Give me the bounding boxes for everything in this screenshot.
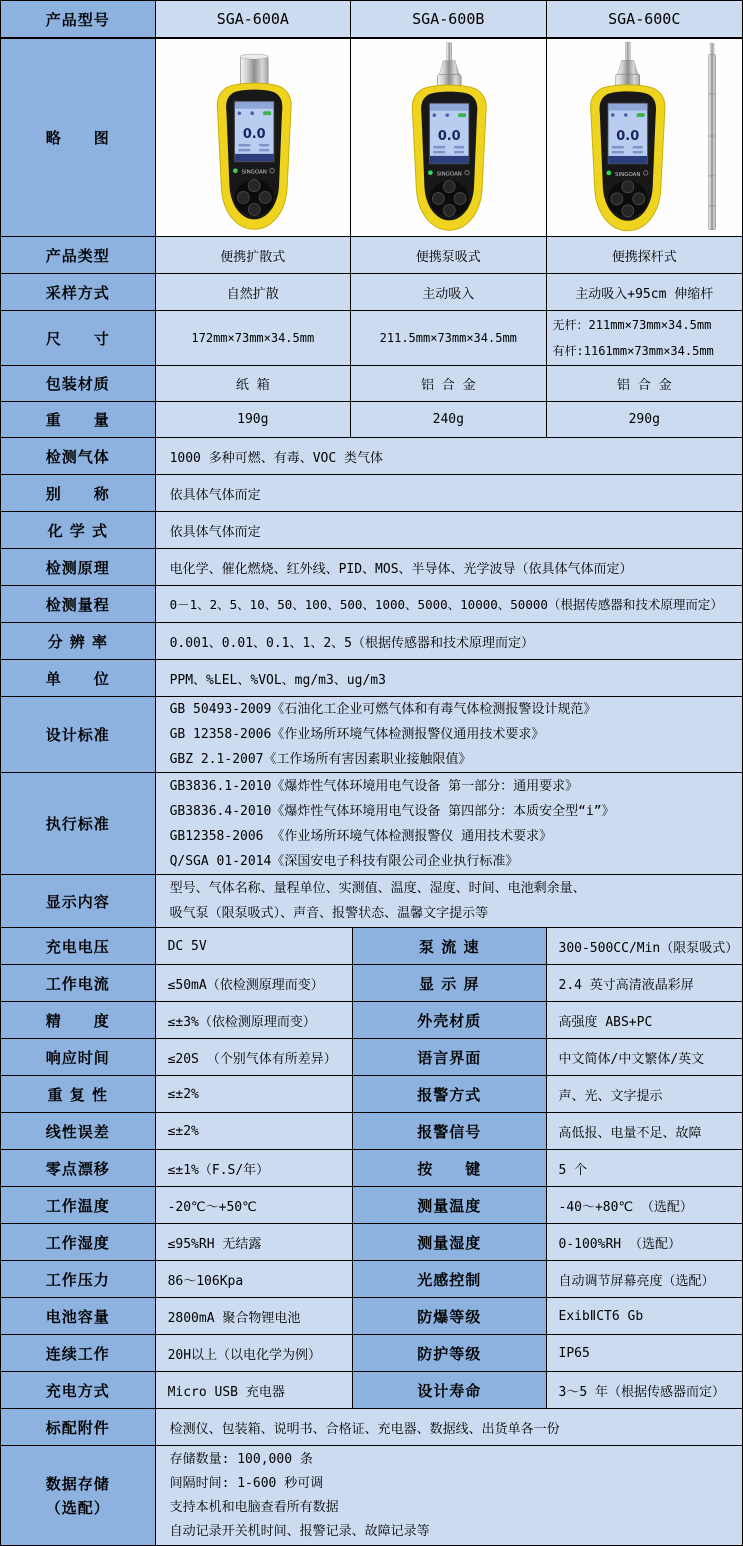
spec-label-1: 充电方式: [1, 1372, 156, 1408]
spec-label-1: 工作湿度: [1, 1224, 156, 1260]
spec-value-2: 高低报、电量不足、故障: [547, 1113, 742, 1149]
value-a: 纸 箱: [156, 366, 351, 401]
table-row-accessories: [1, 1409, 742, 1446]
table-row-gases: [1, 438, 742, 475]
spec-label-2: 显 示 屏: [353, 965, 546, 1001]
spec-value-2: IP65: [547, 1335, 742, 1371]
product-photo-cell-b: [351, 39, 546, 236]
table-row-weight: [1, 402, 742, 438]
product-photo-cell-c: [547, 39, 742, 236]
brand-text: SINGOAN: [614, 171, 641, 178]
value-a: 172mm×73mm×34.5mm: [156, 311, 351, 365]
dims-line: 有杆:1161mm×73mm×34.5mm: [552, 344, 714, 358]
sketch-row: [1, 39, 742, 237]
value-c: 主动吸入+95cm 伸缩杆: [547, 274, 742, 310]
content-line: 吸气泵（限泵吸式）、声音、报警状态、温馨文字提示等: [169, 906, 489, 921]
spec-label-1: 线性误差: [1, 1113, 156, 1149]
row-label: 执行标准: [1, 773, 156, 874]
product-photo-cell-a: [156, 39, 351, 236]
row-label: 产品类型: [1, 237, 156, 273]
spec-row-accuracy: [1, 1002, 742, 1039]
status-led-icon: [606, 170, 611, 175]
table-row-resolution: [1, 623, 742, 660]
standard-line: GB 50493-2009《石油化工企业可燃气体和有毒气体检测报警设计规范》: [169, 702, 597, 717]
spec-value-1: ≤±2%: [156, 1113, 353, 1149]
content-line: 型号、气体名称、量程单位、实测值、温度、湿度、时间、电池剩余量、: [169, 881, 586, 896]
spec-row-working-humidity: [1, 1224, 742, 1261]
row-value: 0.001、0.01、0.1、1、2、5（根据传感器和技术原理而定）: [156, 623, 742, 659]
value-b: 主动吸入: [351, 274, 546, 310]
row-value: [156, 1446, 742, 1545]
row-value: 电化学、催化燃烧、红外线、PID、MOS、半导体、光学波导（依具体气体而定）: [156, 549, 742, 585]
label-line: 数据存储: [45, 1474, 110, 1493]
table-row-principle: [1, 549, 742, 586]
sensor-cap-icon: [240, 54, 268, 86]
spec-label-2: 防护等级: [353, 1335, 546, 1371]
spec-label-1: 电池容量: [1, 1298, 156, 1334]
spec-row-continuous-work: [1, 1335, 742, 1372]
status-led-icon: [428, 170, 433, 175]
spec-value-2: 3～5 年（根据传感器而定）: [547, 1372, 742, 1408]
spec-value-1: ≤95%RH 无结露: [156, 1224, 353, 1260]
table-row-data-storage: [1, 1446, 742, 1545]
header-label: 产品型号: [1, 1, 156, 37]
spec-value-1: ≤20S （个别气体有所差异）: [156, 1039, 353, 1075]
screen-reading: 0.0: [242, 126, 266, 142]
row-label: 检测原理: [1, 549, 156, 585]
spec-label-2: 防爆等级: [353, 1298, 546, 1334]
spec-value-2: 声、光、文字提示: [547, 1076, 742, 1112]
table-row-product-type: [1, 237, 742, 274]
spec-label-2: 测量温度: [353, 1187, 546, 1223]
telescopic-rod-icon: [708, 43, 715, 229]
spec-label-2: 外壳材质: [353, 1002, 546, 1038]
spec-value-2: -40～+80℃ （选配）: [547, 1187, 742, 1223]
spec-row-response-time: [1, 1039, 742, 1076]
spec-label-2: 泵 流 速: [353, 928, 546, 964]
spec-label-2: 报警方式: [353, 1076, 546, 1112]
row-value: 0－1、2、5、10、50、100、500、1000、5000、10000、50000（根据传感器和技术原理而定）: [156, 586, 742, 622]
table-row-range: [1, 586, 742, 623]
spec-value-2: ExibⅡCT6 Gb: [547, 1298, 742, 1334]
row-label: 显示内容: [1, 875, 156, 927]
keypad: [234, 179, 274, 215]
standard-line: GB12358-2006 《作业场所环境气体检测报警仪 通用技术要求》: [169, 828, 553, 844]
keypad: [429, 180, 469, 216]
spec-label-1: 工作压力: [1, 1261, 156, 1297]
storage-line: 存储数量: 100,000 条: [169, 1451, 313, 1467]
row-label: 分 辨 率: [1, 623, 156, 659]
spec-label-2: 光感控制: [353, 1261, 546, 1297]
table-row-formula: [1, 512, 742, 549]
value-a: 190g: [156, 402, 351, 437]
spec-row-battery: [1, 1298, 742, 1335]
row-label: 检测气体: [1, 438, 156, 474]
row-label: 采样方式: [1, 274, 156, 310]
pump-probe-icon: [615, 42, 639, 88]
spec-value-2: 2.4 英寸高清液晶彩屏: [547, 965, 742, 1001]
header-row: [1, 1, 742, 39]
row-value: PPM、%LEL、%VOL、mg/m3、ug/m3: [156, 660, 742, 696]
device-screen: [234, 101, 274, 162]
spec-label-1: 零点漂移: [1, 1150, 156, 1186]
spec-label-2: 语言界面: [353, 1039, 546, 1075]
device-screen: [429, 103, 469, 164]
row-value: 检测仪、包装箱、说明书、合格证、充电器、数据线、出货单各一份: [156, 1409, 742, 1445]
row-label: 别 称: [1, 475, 156, 511]
row-label: 尺 寸: [1, 311, 156, 365]
spec-label-1: 精 度: [1, 1002, 156, 1038]
spec-value-2: 高强度 ABS+PC: [547, 1002, 742, 1038]
storage-line: 支持本机和电脑查看所有数据: [169, 1499, 339, 1515]
value-c: 便携探杆式: [547, 237, 742, 273]
spec-value-2: 0-100%RH （选配）: [547, 1224, 742, 1260]
keypad: [607, 180, 647, 216]
standard-line: Q/SGA 01-2014《深国安电子科技有限公司企业执行标准》: [169, 853, 519, 869]
standard-line: GB 12358-2006《作业场所环境气体检测报警仪通用技术要求》: [169, 727, 545, 742]
screen-reading: 0.0: [437, 128, 461, 144]
spec-label-1: 连续工作: [1, 1335, 156, 1371]
spec-row-working-current: [1, 965, 742, 1002]
spec-label-2: 按 键: [353, 1150, 546, 1186]
product-photo-sga600b: [351, 40, 545, 236]
row-label: 包装材质: [1, 366, 156, 401]
table-row-sampling: [1, 274, 742, 311]
spec-value-1: ≤±1%（F.S/年）: [156, 1150, 353, 1186]
value-a: 自然扩散: [156, 274, 351, 310]
spec-value-1: ≤50mA（依检测原理而变）: [156, 965, 353, 1001]
brand-text: SINGOAN: [241, 169, 267, 176]
spec-label-1: 重 复 性: [1, 1076, 156, 1112]
spec-label-1: 工作电流: [1, 965, 156, 1001]
table-row-display-content: [1, 875, 742, 928]
table-row-units: [1, 660, 742, 697]
value-b: 铝 合 金: [351, 366, 546, 401]
dims-line: 无杆：211mm×73mm×34.5mm: [552, 318, 712, 332]
brand-text: SINGOAN: [436, 171, 462, 178]
row-label: 标配附件: [1, 1409, 156, 1445]
row-value: [156, 773, 742, 874]
spec-value-2: 中文简体/中文繁体/英文: [547, 1039, 742, 1075]
storage-line: 自动记录开关机时间、报警记录、故障记录等: [169, 1523, 430, 1539]
model-name-a: SGA-600A: [156, 1, 351, 37]
spec-label-2: 报警信号: [353, 1113, 546, 1149]
storage-line: 间隔时间: 1-600 秒可调: [169, 1475, 324, 1491]
spec-label-2: 测量湿度: [353, 1224, 546, 1260]
spec-value-1: Micro USB 充电器: [156, 1372, 353, 1408]
row-value: 1000 多种可燃、有毒、VOC 类气体: [156, 438, 742, 474]
product-photo-sga600a: [156, 40, 350, 236]
table-row-alias: [1, 475, 742, 512]
spec-row-working-pressure: [1, 1261, 742, 1298]
table-row-packaging: [1, 366, 742, 402]
device-screen: [607, 103, 647, 164]
sketch-label: 略 图: [1, 39, 156, 236]
standard-line: GB3836.4-2010《爆炸性气体环境用电气设备 第四部分：本质安全型“i”》: [169, 803, 615, 819]
row-value: 依具体气体而定: [156, 475, 742, 511]
value-b: 211.5mm×73mm×34.5mm: [351, 311, 546, 365]
spec-label-1: 工作温度: [1, 1187, 156, 1223]
spec-value-2: 300-500CC/Min（限泵吸式）: [547, 928, 742, 964]
value-b: 240g: [351, 402, 546, 437]
value-b: 便携泵吸式: [351, 237, 546, 273]
row-label: 设计标准: [1, 697, 156, 772]
spec-value-1: DC 5V: [156, 928, 353, 964]
screen-reading: 0.0: [615, 128, 639, 144]
spec-row-zero-drift: [1, 1150, 742, 1187]
spec-value-2: 自动调节屏幕亮度（选配）: [547, 1261, 742, 1297]
pump-probe-icon: [437, 42, 461, 88]
row-label: 重 量: [1, 402, 156, 437]
spec-value-1: ≤±3%（依检测原理而变）: [156, 1002, 353, 1038]
spec-row-charge-voltage: [1, 928, 742, 965]
status-led-icon: [233, 168, 238, 173]
spec-label-2: 设计寿命: [353, 1372, 546, 1408]
spec-value-1: 2800mA 聚合物锂电池: [156, 1298, 353, 1334]
row-label: [1, 1446, 156, 1545]
table-row-exec-standards: [1, 773, 742, 875]
value-c: 290g: [547, 402, 742, 437]
model-name-c: SGA-600C: [547, 1, 742, 37]
row-label: 单 位: [1, 660, 156, 696]
product-photo-sga600c: [547, 40, 742, 236]
spec-value-1: -20℃～+50℃: [156, 1187, 353, 1223]
row-label: 化 学 式: [1, 512, 156, 548]
spec-label-1: 充电电压: [1, 928, 156, 964]
table-row-design-standards: [1, 697, 742, 773]
spec-value-1: 86～106Kpa: [156, 1261, 353, 1297]
table-row-dimensions: [1, 311, 742, 366]
row-value: [156, 875, 742, 927]
spec-value-2: 5 个: [547, 1150, 742, 1186]
row-value: 依具体气体而定: [156, 512, 742, 548]
spec-value-1: 20H以上（以电化学为例）: [156, 1335, 353, 1371]
spec-row-working-temp: [1, 1187, 742, 1224]
standard-line: GB3836.1-2010《爆炸性气体环境用电气设备 第一部分：通用要求》: [169, 778, 579, 794]
spec-row-repeatability: [1, 1076, 742, 1113]
spec-row-linearity: [1, 1113, 742, 1150]
label-line: （选配）: [45, 1498, 110, 1517]
row-value: [156, 697, 742, 772]
value-a: 便携扩散式: [156, 237, 351, 273]
value-c: 铝 合 金: [547, 366, 742, 401]
value-c: [547, 311, 742, 365]
spec-row-charging-method: [1, 1372, 742, 1409]
spec-value-1: ≤±2%: [156, 1076, 353, 1112]
model-name-b: SGA-600B: [351, 1, 546, 37]
row-label: 检测量程: [1, 586, 156, 622]
standard-line: GBZ 2.1-2007《工作场所有害因素职业接触限值》: [169, 752, 472, 767]
spec-label-1: 响应时间: [1, 1039, 156, 1075]
